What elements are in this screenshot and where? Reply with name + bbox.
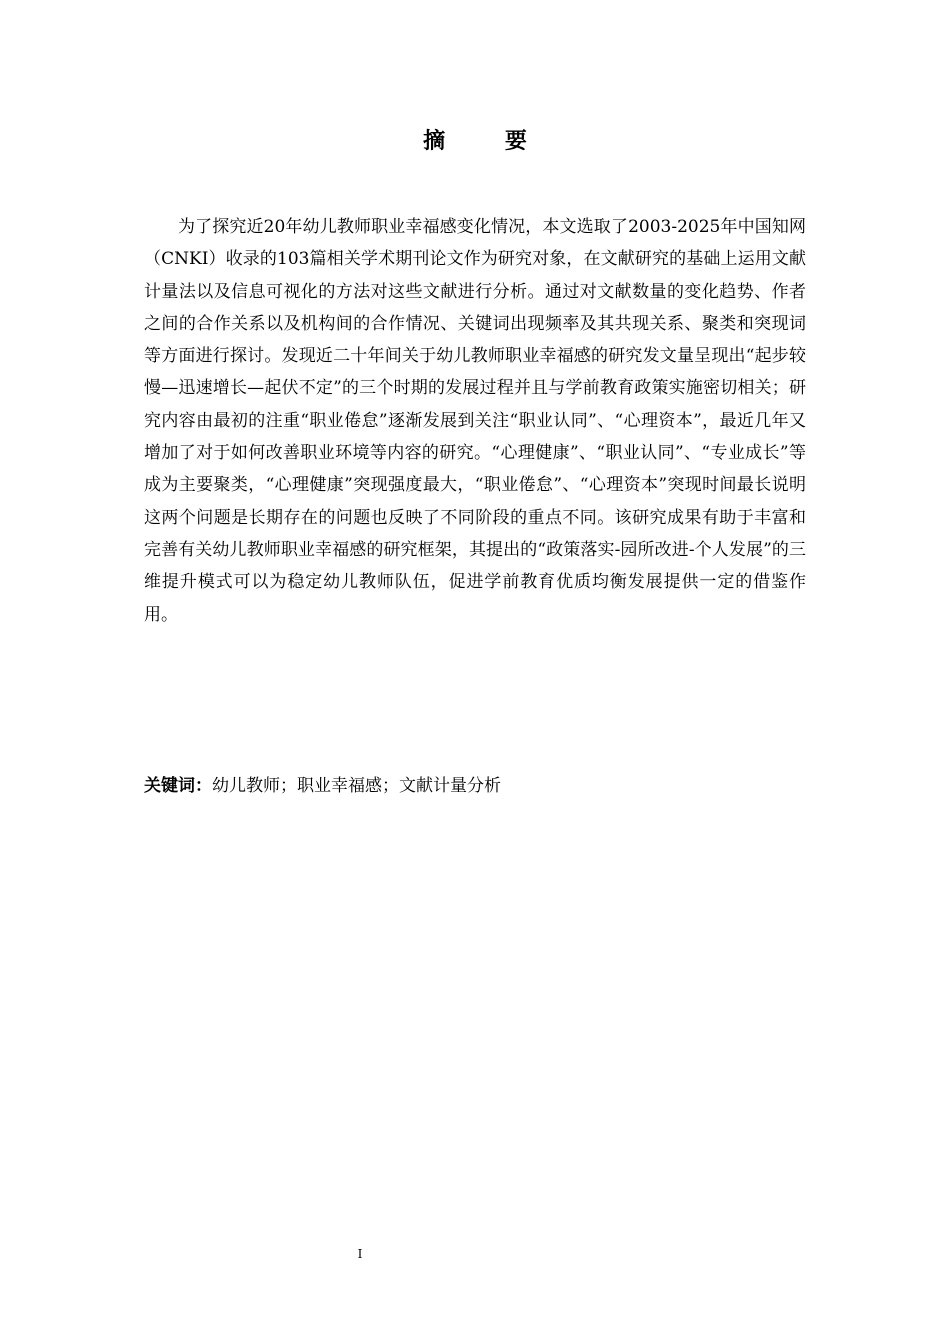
keywords-text: 幼儿教师；职业幸福感；文献计量分析 [212,776,501,796]
abstract-paragraph: 为了探究近20年幼儿教师职业幸福感变化情况，本文选取了2003-2025年中国知网（CNKI）收录的103篇相关学术期刊论文作为研究对象，在文献研究的基础上运用文献计量法以及信息可视化的方法对这些文献进行分析。通过对文献数量的变化趋势、作者之间的合作关系以及机构间的合作情况、关键词出现频率及其共现关系、聚类和突现词等方面进行探讨。发现近二十年间关于幼儿教师职业幸福感的研究发文量呈现出“起步较慢—迅速增长—起伏不定”的三个时期的发展过程并且与学前教育政策实施密切相关；研究内容由最初的注重“职业倦怠”逐渐发展到关注“职业认同”、“心理资本”，最近几年又增加了对于如何改善职业环境等内容的研究。“心理健康”、“职业认同”、“专业成长”等成为主要聚类，“心理健康”突现强度最大，“职业倦怠”、“心理资本”突现时间最长说明这两个问题是长期存在的问题也反映了不同阶段的重点不同。该研究成果有助于丰富和完善有关幼儿教师职业幸福感的研究框架，其提出的“政策落实-园所改进-个人发展”的三维提升模式可以为稳定幼儿教师队伍，促进学前教育优质均衡发展提供一定的借鉴作用。 [144,217,806,625]
keywords-line [144,771,806,801]
page-title: 摘 要 [423,129,553,154]
keywords-label: 关键词： [144,776,212,796]
page-number: I [357,1247,363,1261]
